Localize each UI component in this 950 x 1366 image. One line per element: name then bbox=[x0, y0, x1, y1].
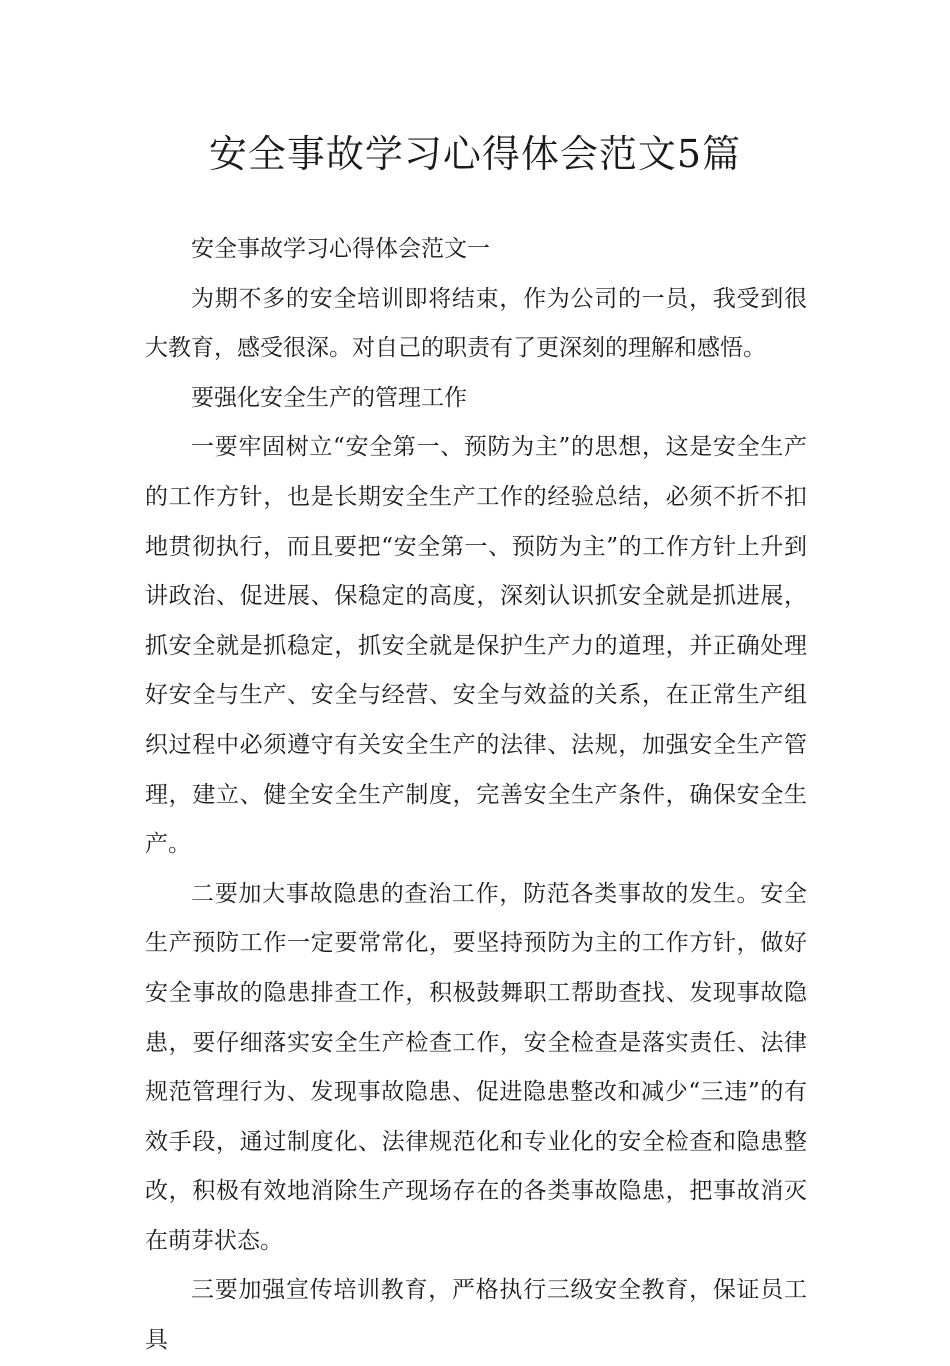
section-heading: 安全事故学习心得体会范文一 bbox=[191, 236, 490, 262]
paragraph: 一要牢固树立“安全第一、预防为主”的思想，这是安全生产的工作方针，也是长期安全生产工作的经验总结，必须不折不扣地贯彻执行，而且要把“安全第一、预防为主”的工作方针上升到讲政治、促进展、保稳定的高度，深刻认识抓安全就是抓进展，抓安全就是抓稳定，抓安全就是保护生产力的道理，并正确处理好安全与生产、安全与经营、安全与效益的关系，在正常生产组织过程中必须遵守有关安全生产的法律、法规，加强安全生产管理，建立、健全安全生产制度，完善安全生产条件，确保安全生产。 bbox=[145, 434, 807, 858]
paragraph: 为期不多的安全培训即将结束，作为公司的一员，我受到很大教育，感受很深。对自己的职责有了更深刻的理解和感悟。 bbox=[145, 285, 807, 362]
document-body bbox=[145, 225, 807, 1366]
paragraph: 三要加强宣传培训教育，严格执行三级安全教育，保证员工具 bbox=[145, 1277, 807, 1354]
paragraph: 二要加大事故隐患的查治工作，防范各类事故的发生。安全生产预防工作一定要常常化，要坚持预防为主的工作方针，做好安全事故的隐患排查工作，积极鼓舞职工帮助查找、发现事故隐患，要仔细落实安全生产检查工作，安全检查是落实责任、法律规范管理行为、发现事故隐患、促进隐患整改和减少“三违”的有效手段，通过制度化、法律规范化和专业化的安全检查和隐患整改，积极有效地消除生产现场存在的各类事故隐患，把事故消灭在萌芽状态。 bbox=[145, 880, 807, 1254]
document-title: 安全事故学习心得体会范文5篇 bbox=[208, 132, 742, 176]
section-subheading: 要强化安全生产的管理工作 bbox=[191, 384, 467, 411]
